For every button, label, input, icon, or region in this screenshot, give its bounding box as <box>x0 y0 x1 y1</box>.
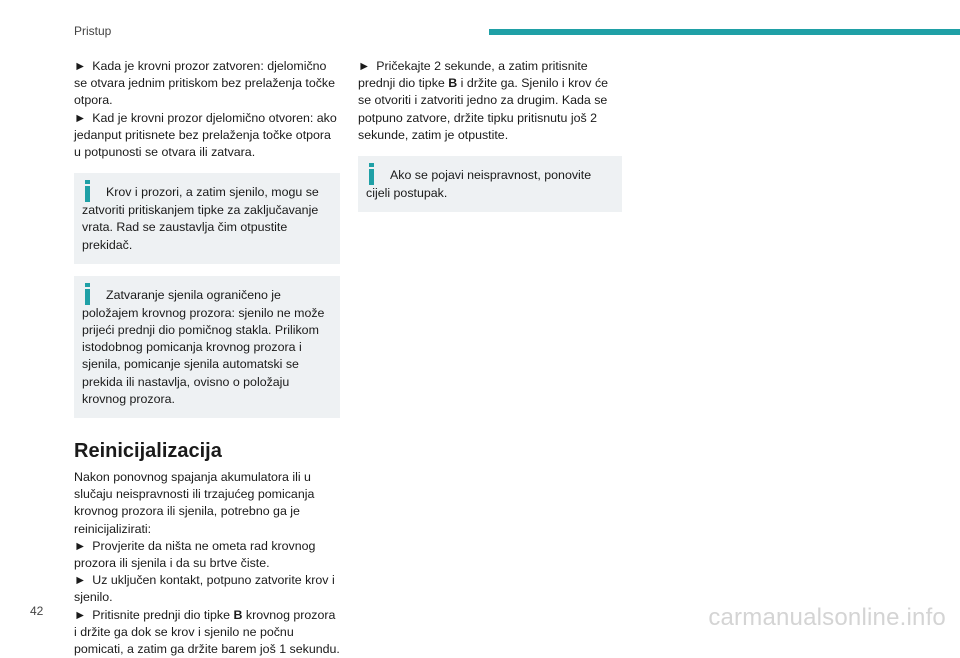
info-icon <box>82 283 96 305</box>
bullet-arrow: ► <box>74 573 87 588</box>
info-note-malfunction: Ako se pojavi neispravnost, ponovite cijeli postupak. <box>358 156 622 212</box>
step-check-seals: ► Provjerite da ništa ne ometa rad krovnog prozora ili sjenila i da su brtve čiste. <box>74 538 316 571</box>
key-label: B <box>233 607 243 622</box>
info-icon <box>82 180 96 202</box>
bullet-arrow: ► <box>74 607 87 622</box>
paragraph-partially-open-roof: ► Kad je krovni prozor djelomično otvoren: ako jedanput pritisnete bez prelaženja točke otpora u potpunosti se otvara ili zatvara. <box>74 110 337 160</box>
paragraph-reinit-intro: Nakon ponovnog spajanja akumulatora ili u slučaju neispravnosti ili trzajućeg pomicanja krovnog prozora ili sjenila, potrebno ga je reinicijalizirati: <box>74 470 315 536</box>
section-heading: Reinicijalizacija <box>74 440 222 463</box>
right-column <box>358 58 622 222</box>
bullet-arrow: ► <box>74 538 87 553</box>
watermark: carmanualsonline.info <box>708 604 946 631</box>
section-label: Pristup <box>74 24 112 38</box>
paragraph-closed-roof: ► Kada je krovni prozor zatvoren: djelomično se otvara jednim pritiskom bez prelaženja točke otpora. <box>74 59 336 108</box>
info-note-lock-key: Krov i prozori, a zatim sjenilo, mogu se zatvoriti pritiskanjem tipke za zaključavanje vrata. Rad se zaustavlja čim otpustite prekidač. <box>74 173 340 264</box>
key-label: B <box>448 76 458 91</box>
header-accent-bar <box>489 29 960 35</box>
left-column <box>74 58 340 658</box>
step-close-roof: ► Uz uključen kontakt, potpuno zatvorite krov i sjenilo. <box>74 573 335 605</box>
bullet-arrow: ► <box>74 110 87 125</box>
page-number: 42 <box>30 604 44 618</box>
bullet-arrow: ► <box>358 59 371 73</box>
info-icon <box>366 163 380 185</box>
step-wait-and-hold: ► Pričekajte 2 sekunde, a zatim pritisnite prednji dio tipke B i držite ga. Sjenilo i krov će se otvoriti i zatvoriti jedno za drugim. Kada se potpuno zatvore, držite tipku pritisnutu još 2 sekunde, zatim je otpustite. <box>358 59 609 142</box>
info-note-blind-limit: Zatvaranje sjenila ograničeno je položajem krovnog prozora: sjenilo ne može prijeći prednji dio pomičnog stakla. Prilikom istodobnog pomicanja krovnog prozora i sjenila, pomicanje sjenila automatski se prekida ili nastavlja, ovisno o položaju krovnog prozora. <box>74 276 340 418</box>
bullet-arrow: ► <box>74 59 87 73</box>
step-press-key: ► Pritisnite prednji dio tipke B krovnog prozora i držite ga dok se krov i sjenilo ne počnu pomicati, a zatim ga držite barem još 1 sekundu. <box>74 607 340 657</box>
